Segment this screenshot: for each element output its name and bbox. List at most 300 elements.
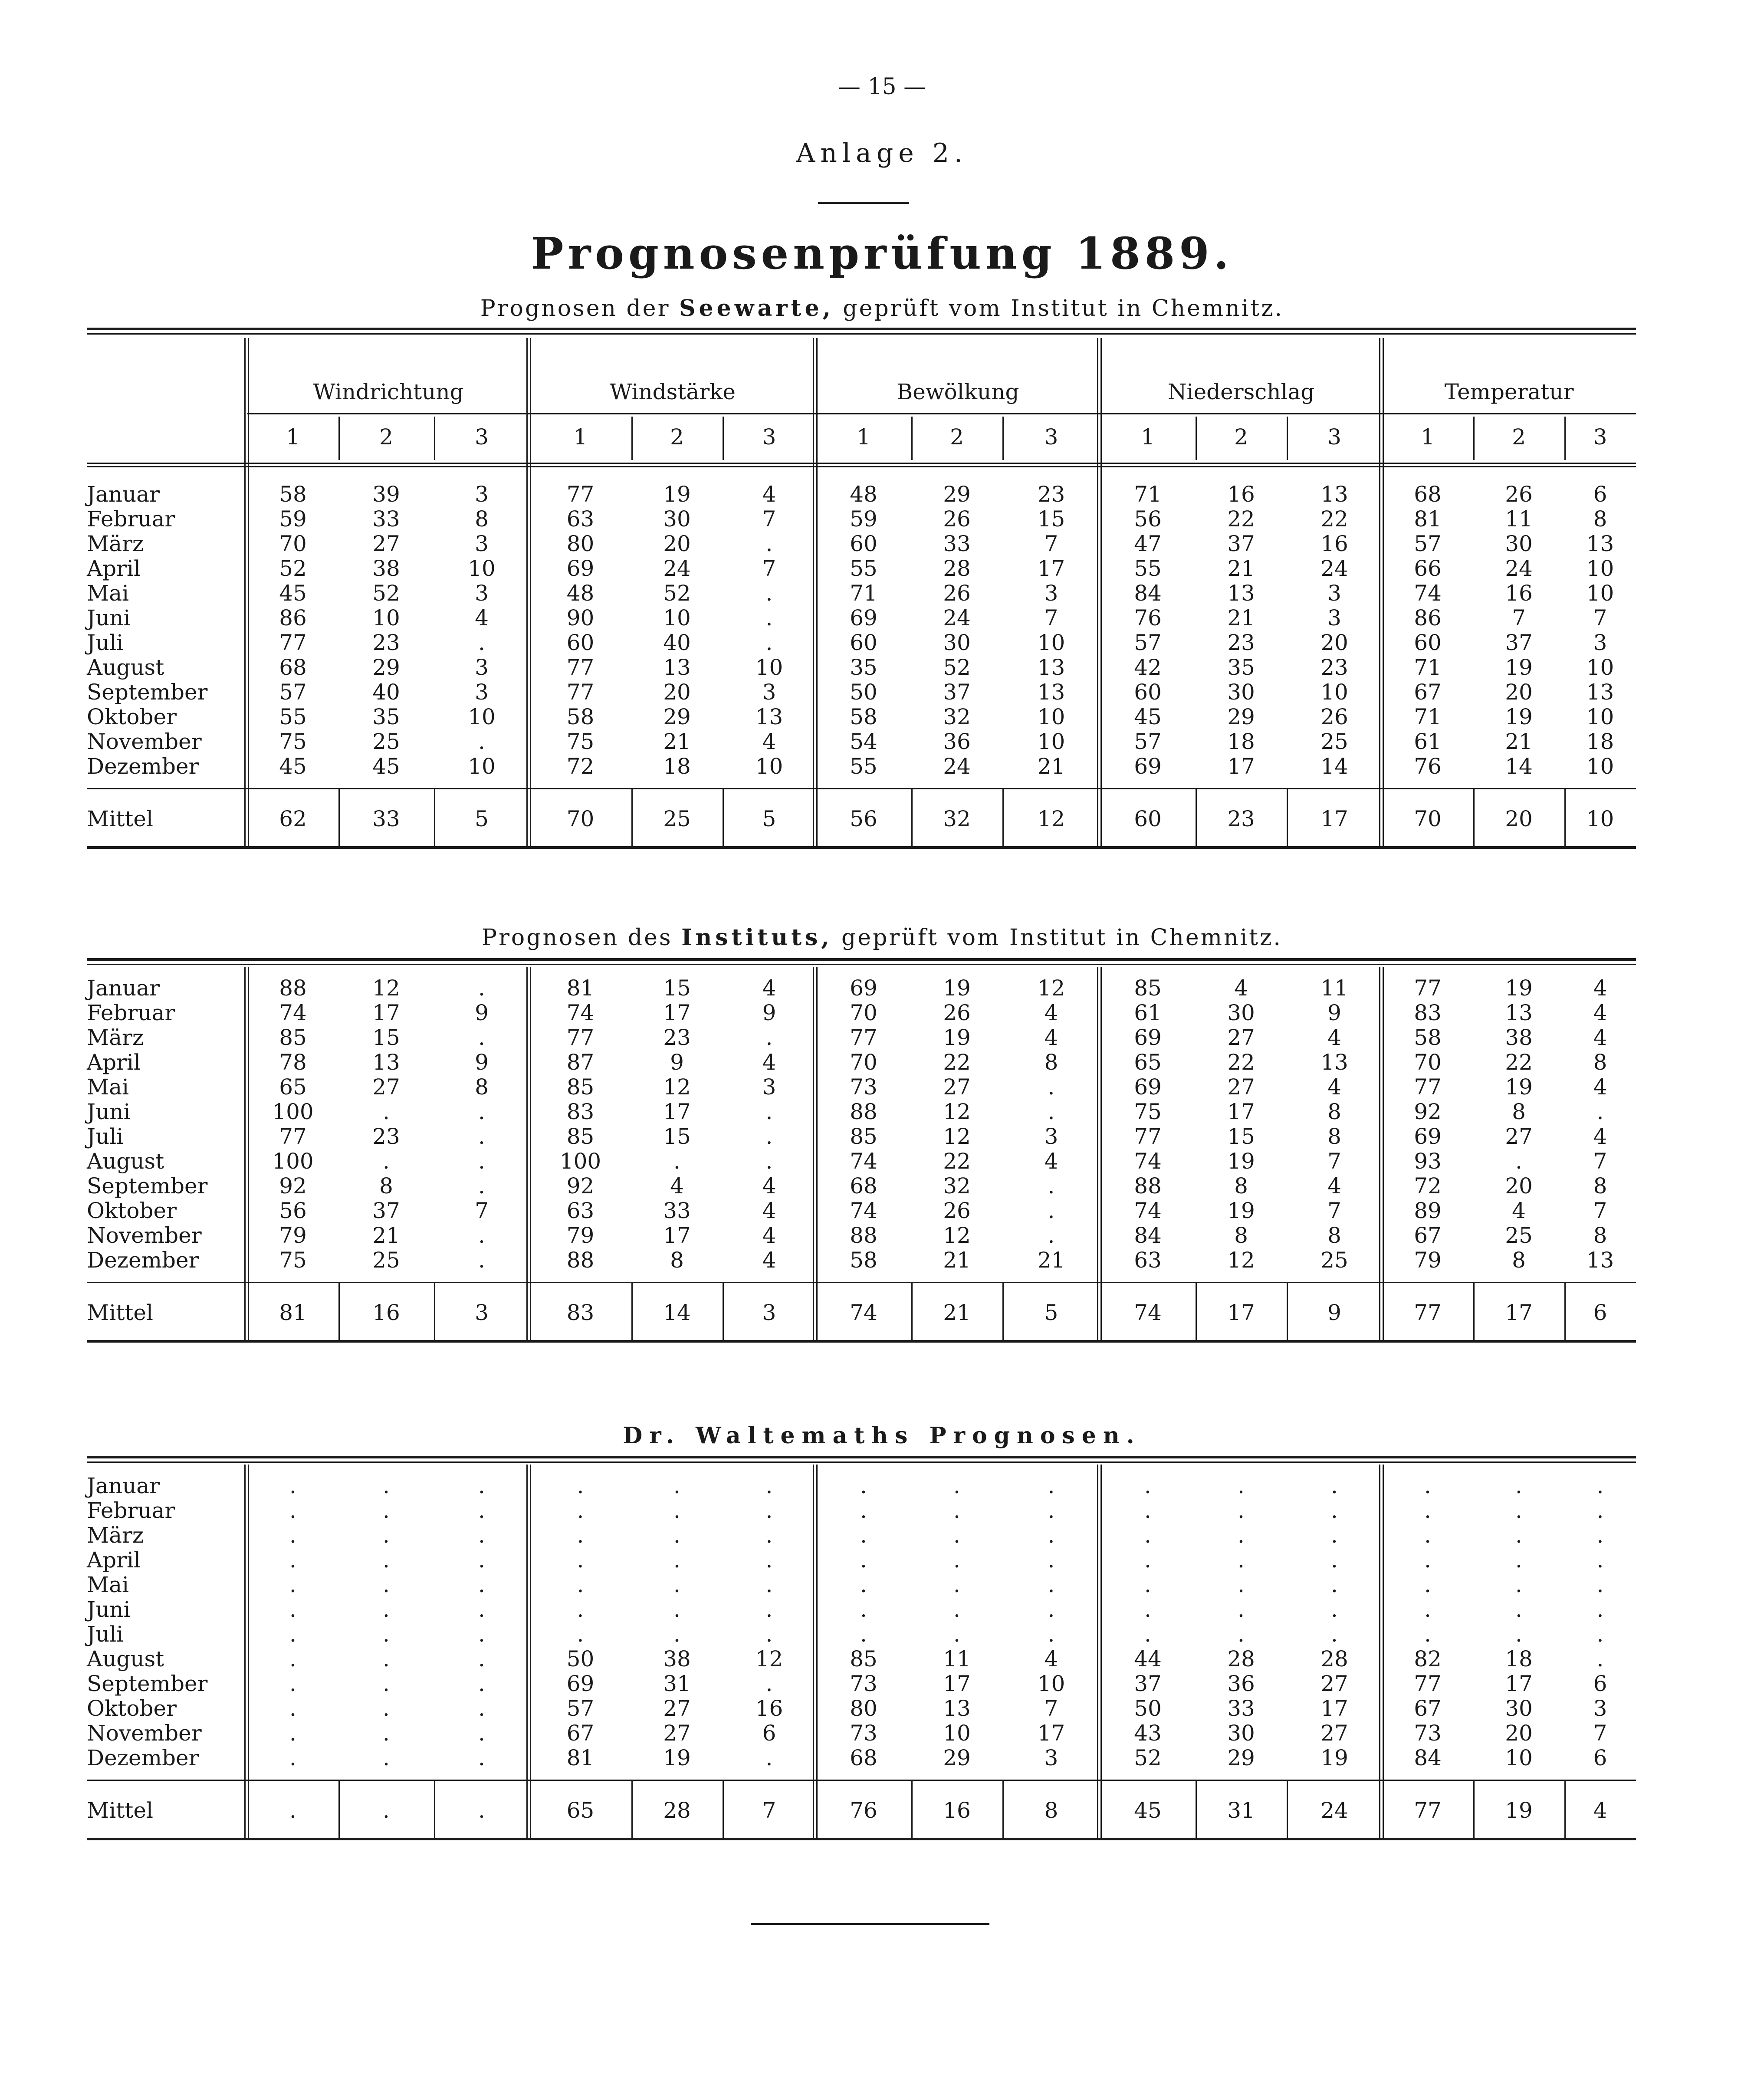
table-bottom-rule <box>87 1340 1636 1343</box>
table-cell: 52 <box>943 655 971 680</box>
mean-cell: 9 <box>1327 1300 1341 1325</box>
table-cell: 27 <box>1227 1025 1255 1050</box>
column-divider <box>911 788 913 846</box>
column-divider <box>1002 1282 1004 1340</box>
table-cell: 60 <box>1134 680 1162 705</box>
sub-column-header: 1 <box>1141 424 1155 450</box>
table-cell: 77 <box>566 1025 595 1050</box>
table-cell: 7 <box>475 1198 489 1223</box>
table-cell: . <box>383 1498 390 1523</box>
table-cell: . <box>1596 1473 1604 1498</box>
table-cell: . <box>289 1646 296 1672</box>
table-cell: 29 <box>1227 1745 1255 1770</box>
group-separator <box>816 967 818 1340</box>
table-cell: . <box>478 1223 485 1248</box>
table-cell: 16 <box>755 1696 783 1721</box>
table-cell: . <box>673 1149 680 1174</box>
table-cell: . <box>765 1025 773 1050</box>
table-cell: 15 <box>663 1124 691 1149</box>
table-cell: 8 <box>1327 1124 1341 1149</box>
table-cell: 76 <box>1134 605 1162 631</box>
mean-cell: 4 <box>1593 1798 1607 1823</box>
section-3-subtitle: Dr. Waltemaths Prognosen. <box>623 1422 1141 1449</box>
mean-cell: 24 <box>1321 1798 1348 1823</box>
table-cell: 38 <box>372 556 400 581</box>
table-cell: 20 <box>1505 680 1533 705</box>
table-cell: . <box>673 1622 680 1647</box>
table-cell: 12 <box>943 1124 971 1149</box>
group-separator <box>1100 1465 1102 1838</box>
mean-cell: 60 <box>1134 806 1162 831</box>
mean-cell: 32 <box>943 806 971 831</box>
table-cell: 23 <box>1321 655 1348 680</box>
table-cell: 7 <box>1044 605 1058 631</box>
table-cell: 10 <box>663 605 691 631</box>
group-separator <box>244 338 246 460</box>
table-cell: . <box>478 1671 485 1696</box>
table-cell: 59 <box>279 506 307 532</box>
table-cell: . <box>1048 1173 1055 1199</box>
table-cell: 4 <box>762 1173 776 1199</box>
mean-cell: 6 <box>1593 1300 1607 1325</box>
table-cell: 19 <box>1505 704 1533 729</box>
table-cell: 79 <box>1414 1248 1442 1273</box>
table-cell: . <box>289 1523 296 1548</box>
column-divider <box>434 1780 435 1838</box>
table-cell: 65 <box>279 1074 307 1100</box>
table-cell: 72 <box>1414 1173 1442 1199</box>
column-divider <box>1196 417 1197 460</box>
month-label: November <box>87 729 202 754</box>
table-cell: 17 <box>663 1223 691 1248</box>
table-cell: 13 <box>1321 1050 1348 1075</box>
table-cell: . <box>1048 1572 1055 1597</box>
group-separator <box>1383 460 1384 846</box>
table-cell: 89 <box>1414 1198 1442 1223</box>
table-cell: 85 <box>566 1074 595 1100</box>
table-cell: 13 <box>943 1696 971 1721</box>
annex-label: Anlage 2. <box>796 138 968 168</box>
group-separator <box>813 1465 814 1838</box>
table-cell: 3 <box>475 482 489 507</box>
column-divider <box>1287 417 1288 460</box>
group-separator <box>1097 338 1098 460</box>
table-cell: . <box>577 1622 584 1647</box>
month-label: Oktober <box>87 1696 177 1721</box>
group-separator <box>1379 967 1380 1340</box>
table-cell: 10 <box>1586 704 1614 729</box>
column-divider <box>338 1282 340 1340</box>
table-cell: 55 <box>1134 556 1162 581</box>
table-cell: . <box>289 1597 296 1622</box>
table-cell: 39 <box>372 482 400 507</box>
table-cell: . <box>1048 1597 1055 1622</box>
table-cell: 88 <box>850 1223 877 1248</box>
table-cell: 7 <box>1593 1198 1607 1223</box>
mean-cell: 74 <box>1134 1300 1162 1325</box>
table-cell: 63 <box>566 1198 595 1223</box>
table-cell: . <box>478 630 485 655</box>
table-cell: 37 <box>1227 531 1255 556</box>
group-separator <box>1383 967 1384 1340</box>
mean-cell: 45 <box>1134 1798 1162 1823</box>
table-cell: 21 <box>1037 754 1065 779</box>
table-cell: . <box>1515 1498 1522 1523</box>
table-cell: 35 <box>850 655 877 680</box>
table-cell: 13 <box>1321 482 1348 507</box>
mean-cell: 5 <box>475 806 489 831</box>
sub-column-header: 2 <box>1512 424 1526 450</box>
table-cell: . <box>1144 1572 1151 1597</box>
table-cell: . <box>1048 1223 1055 1248</box>
month-label: Juli <box>87 1622 124 1647</box>
table-cell: 76 <box>1414 754 1442 779</box>
table-cell: . <box>383 1646 390 1672</box>
sub-column-header: 1 <box>286 424 300 450</box>
table-cell: . <box>478 1498 485 1523</box>
table-cell: 60 <box>1414 630 1442 655</box>
table-cell: . <box>860 1622 867 1647</box>
mean-cell: 19 <box>1505 1798 1533 1823</box>
table-cell: . <box>765 605 773 631</box>
table-cell: 77 <box>566 482 595 507</box>
table-cell: . <box>1048 1498 1055 1523</box>
mean-cell: 23 <box>1227 806 1255 831</box>
table-cell: 12 <box>372 975 400 1001</box>
column-divider <box>1287 1780 1288 1838</box>
table-cell: 19 <box>1505 975 1533 1001</box>
table-cell: 8 <box>1234 1173 1248 1199</box>
table-cell: 3 <box>475 581 489 606</box>
table-cell: 6 <box>1593 482 1607 507</box>
column-divider <box>1473 788 1475 846</box>
table-cell: 26 <box>943 581 971 606</box>
table-cell: 56 <box>1134 506 1162 532</box>
table-cell: . <box>1238 1547 1245 1573</box>
table-cell: 3 <box>475 531 489 556</box>
table-cell: 88 <box>850 1099 877 1124</box>
table-cell: 52 <box>663 581 691 606</box>
mean-cell: 65 <box>566 1798 595 1823</box>
table-cell: 45 <box>372 754 400 779</box>
mean-cell: 3 <box>475 1300 489 1325</box>
header-bottom-rule <box>87 463 1636 464</box>
table-cell: 6 <box>1593 1745 1607 1770</box>
table-cell: 4 <box>762 1223 776 1248</box>
sub-column-header: 3 <box>1044 424 1058 450</box>
table-top-rule <box>87 1461 1636 1463</box>
month-label: Juni <box>87 1099 131 1124</box>
table-cell: . <box>577 1572 584 1597</box>
table-cell: 19 <box>1227 1149 1255 1174</box>
table-cell: 84 <box>1134 581 1162 606</box>
table-cell: 4 <box>1044 1000 1058 1025</box>
table-cell: . <box>1596 1099 1604 1124</box>
table-cell: 4 <box>1593 975 1607 1001</box>
table-cell: 4 <box>1327 1173 1341 1199</box>
table-cell: 20 <box>663 531 691 556</box>
table-cell: 19 <box>943 1025 971 1050</box>
table-cell: 13 <box>1586 531 1614 556</box>
group-separator <box>248 967 249 1340</box>
group-separator <box>1097 967 1098 1340</box>
column-group-header: Bewölkung <box>897 379 1019 404</box>
seewarte-table <box>87 328 1636 857</box>
section-1-subtitle: Prognosen der Seewarte, geprüft vom Institut in Chemnitz. <box>480 295 1284 322</box>
table-cell: . <box>860 1547 867 1573</box>
column-divider <box>911 1282 913 1340</box>
table-cell: 55 <box>850 754 877 779</box>
mean-cell: 83 <box>566 1300 595 1325</box>
month-label: Februar <box>87 1000 175 1025</box>
table-cell: 77 <box>279 1124 307 1149</box>
table-cell: 17 <box>943 1671 971 1696</box>
table-cell: 12 <box>943 1223 971 1248</box>
mean-separator-rule <box>87 788 1636 789</box>
table-cell: . <box>1144 1622 1151 1647</box>
table-cell: 10 <box>1586 581 1614 606</box>
table-cell: 58 <box>850 704 877 729</box>
table-cell: 78 <box>279 1050 307 1075</box>
table-cell: 4 <box>762 482 776 507</box>
column-divider <box>338 417 340 460</box>
table-cell: 52 <box>1134 1745 1162 1770</box>
table-cell: 12 <box>1227 1248 1255 1273</box>
mean-cell: 14 <box>663 1300 691 1325</box>
table-cell: 13 <box>663 655 691 680</box>
table-cell: . <box>1424 1622 1431 1647</box>
table-cell: 69 <box>566 1671 595 1696</box>
table-cell: 10 <box>1037 729 1065 754</box>
table-top-rule <box>87 328 1636 330</box>
table-cell: 29 <box>1227 704 1255 729</box>
table-cell: . <box>478 729 485 754</box>
table-cell: 17 <box>1321 1696 1348 1721</box>
table-cell: 57 <box>566 1696 595 1721</box>
table-cell: 20 <box>1505 1173 1533 1199</box>
table-cell: . <box>1331 1523 1338 1548</box>
sub-column-header: 3 <box>1593 424 1607 450</box>
table-cell: 8 <box>670 1248 684 1273</box>
table-cell: . <box>860 1523 867 1548</box>
table-cell: . <box>1596 1523 1604 1548</box>
month-label: August <box>87 655 164 680</box>
table-cell: . <box>383 1622 390 1647</box>
table-cell: 36 <box>943 729 971 754</box>
table-cell: 3 <box>1044 581 1058 606</box>
table-cell: 4 <box>1327 1025 1341 1050</box>
table-cell: 58 <box>1414 1025 1442 1050</box>
table-cell: . <box>1331 1597 1338 1622</box>
table-cell: 27 <box>372 1074 400 1100</box>
month-label: Mai <box>87 581 129 606</box>
table-cell: . <box>765 630 773 655</box>
table-cell: 19 <box>1321 1745 1348 1770</box>
table-cell: 74 <box>1134 1149 1162 1174</box>
table-cell: . <box>383 1671 390 1696</box>
table-cell: 75 <box>279 1248 307 1273</box>
table-cell: . <box>765 531 773 556</box>
group-separator <box>526 460 528 846</box>
table-cell: 81 <box>1414 506 1442 532</box>
table-cell: . <box>673 1547 680 1573</box>
table-cell: . <box>289 1572 296 1597</box>
table-cell: 57 <box>1134 630 1162 655</box>
table-cell: 85 <box>1134 975 1162 1001</box>
table-cell: 54 <box>850 729 877 754</box>
table-cell: 100 <box>272 1149 314 1174</box>
table-cell: 61 <box>1134 1000 1162 1025</box>
column-divider <box>631 417 633 460</box>
column-divider <box>1002 788 1004 846</box>
table-cell: 10 <box>1586 655 1614 680</box>
table-cell: 26 <box>943 1000 971 1025</box>
month-label: November <box>87 1721 202 1746</box>
month-label: Juni <box>87 1597 131 1622</box>
column-divider <box>1196 1282 1197 1340</box>
table-cell: 26 <box>1505 482 1533 507</box>
table-cell: 61 <box>1414 729 1442 754</box>
sub-column-header: 1 <box>1421 424 1435 450</box>
table-cell: 27 <box>663 1721 691 1746</box>
table-cell: . <box>1331 1473 1338 1498</box>
table-cell: 7 <box>1044 531 1058 556</box>
month-label: Februar <box>87 506 175 532</box>
group-separator <box>1379 338 1380 460</box>
table-cell: . <box>1424 1473 1431 1498</box>
mean-cell: 77 <box>1414 1798 1442 1823</box>
table-cell: 4 <box>1593 1074 1607 1100</box>
month-label: Mai <box>87 1572 129 1597</box>
group-separator <box>530 1465 531 1838</box>
column-divider <box>1473 417 1475 460</box>
table-cell: 16 <box>1321 531 1348 556</box>
table-cell: 43 <box>1134 1721 1162 1746</box>
table-cell: . <box>1331 1622 1338 1647</box>
table-cell: . <box>478 1248 485 1273</box>
table-top-rule <box>87 958 1636 961</box>
table-cell: 4 <box>1044 1149 1058 1174</box>
group-separator <box>813 967 814 1340</box>
table-cell: . <box>1596 1646 1604 1672</box>
table-cell: 86 <box>1414 605 1442 631</box>
sub-column-header: 1 <box>857 424 871 450</box>
table-cell: 69 <box>1134 1025 1162 1050</box>
table-cell: . <box>478 1149 485 1174</box>
table-cell: 19 <box>943 975 971 1001</box>
table-cell: 81 <box>566 1745 595 1770</box>
table-cell: 20 <box>1321 630 1348 655</box>
group-separator <box>526 967 528 1340</box>
table-cell: 33 <box>943 531 971 556</box>
table-cell: 4 <box>1512 1198 1526 1223</box>
month-label: Februar <box>87 1498 175 1523</box>
table-cell: 10 <box>372 605 400 631</box>
table-cell: . <box>860 1597 867 1622</box>
table-cell: 74 <box>850 1198 877 1223</box>
table-cell: 18 <box>1227 729 1255 754</box>
table-cell: 27 <box>943 1074 971 1100</box>
table-cell: . <box>478 1547 485 1573</box>
table-cell: 38 <box>663 1646 691 1672</box>
table-cell: 70 <box>850 1050 877 1075</box>
table-cell: 4 <box>1327 1074 1341 1100</box>
table-cell: 33 <box>663 1198 691 1223</box>
table-cell: 8 <box>1327 1099 1341 1124</box>
month-label: September <box>87 680 208 705</box>
table-cell: 11 <box>1505 506 1533 532</box>
table-cell: 15 <box>663 975 691 1001</box>
table-cell: 77 <box>1414 1074 1442 1100</box>
table-cell: 4 <box>762 975 776 1001</box>
table-cell: 27 <box>1227 1074 1255 1100</box>
mean-cell: 25 <box>663 806 691 831</box>
table-cell: 25 <box>1321 1248 1348 1273</box>
group-separator <box>526 338 528 460</box>
table-cell: 16 <box>1505 581 1533 606</box>
table-cell: . <box>765 1622 773 1647</box>
table-cell: 3 <box>1044 1745 1058 1770</box>
table-cell: . <box>383 1696 390 1721</box>
table-cell: 19 <box>1227 1198 1255 1223</box>
table-cell: 13 <box>1037 655 1065 680</box>
table-cell: . <box>953 1473 960 1498</box>
table-cell: . <box>577 1498 584 1523</box>
table-cell: 55 <box>279 704 307 729</box>
table-cell: . <box>289 1671 296 1696</box>
mean-cell: 16 <box>372 1300 400 1325</box>
table-cell: 12 <box>943 1099 971 1124</box>
column-divider <box>723 417 724 460</box>
table-cell: 27 <box>663 1696 691 1721</box>
table-cell: 10 <box>755 655 783 680</box>
table-cell: 90 <box>566 605 595 631</box>
mean-cell: . <box>478 1798 485 1823</box>
month-label: Oktober <box>87 1198 177 1223</box>
table-cell: . <box>953 1498 960 1523</box>
table-cell: . <box>953 1547 960 1573</box>
table-cell: . <box>1238 1523 1245 1548</box>
table-cell: 24 <box>943 605 971 631</box>
table-cell: 12 <box>1037 975 1065 1001</box>
table-cell: 75 <box>1134 1099 1162 1124</box>
table-cell: 77 <box>279 630 307 655</box>
month-label: Oktober <box>87 704 177 729</box>
column-divider <box>1473 1780 1475 1838</box>
table-cell: 77 <box>1134 1124 1162 1149</box>
table-cell: 13 <box>1586 680 1614 705</box>
table-cell: 29 <box>663 704 691 729</box>
table-cell: 10 <box>1321 680 1348 705</box>
month-label: Dezember <box>87 1248 199 1273</box>
mean-cell: 62 <box>279 806 307 831</box>
table-cell: 3 <box>762 1074 776 1100</box>
table-cell: 74 <box>1134 1198 1162 1223</box>
table-cell: . <box>1048 1523 1055 1548</box>
table-cell: 69 <box>1414 1124 1442 1149</box>
table-cell: 3 <box>1044 1124 1058 1149</box>
month-label: März <box>87 531 144 556</box>
table-cell: . <box>1238 1622 1245 1647</box>
table-cell: 86 <box>279 605 307 631</box>
group-separator <box>816 460 818 846</box>
mean-cell: 12 <box>1037 806 1065 831</box>
table-cell: 9 <box>762 1000 776 1025</box>
table-cell: 69 <box>1134 754 1162 779</box>
column-divider <box>723 1780 724 1838</box>
mean-cell: 17 <box>1227 1300 1255 1325</box>
table-cell: 24 <box>663 556 691 581</box>
